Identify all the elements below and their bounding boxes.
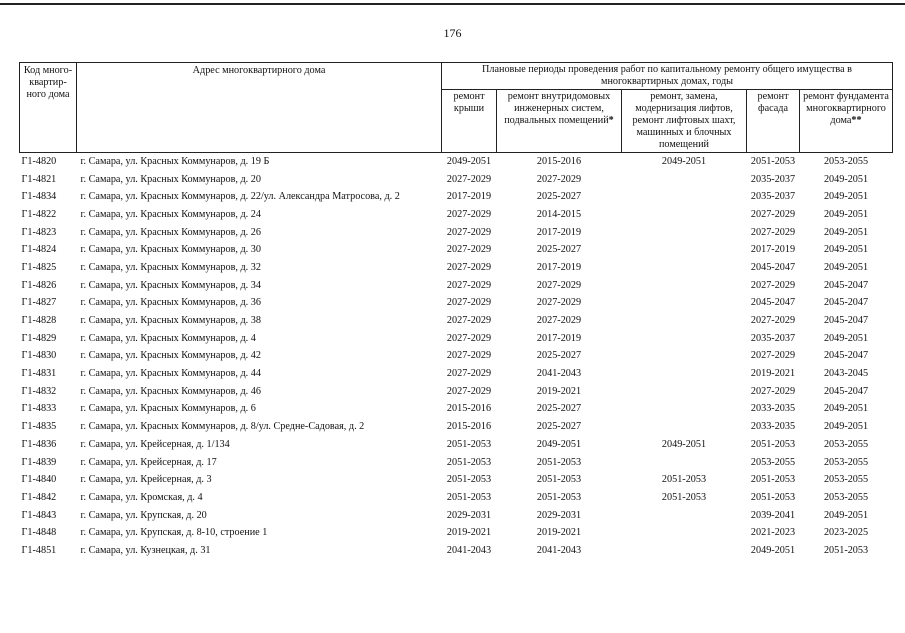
cell-lifts xyxy=(622,188,747,206)
cell-foundation: 2049-2051 xyxy=(823,191,869,203)
table-row xyxy=(20,206,893,224)
cell-facade: 2051-2053 xyxy=(750,438,796,450)
cell-address: г. Самара, ул. Крейсерная, д. 1/134 xyxy=(80,438,230,450)
table-row xyxy=(20,507,893,525)
table-row xyxy=(20,542,893,560)
cell-foundation: 2053-2055 xyxy=(823,491,869,503)
cell-address: г. Самара, ул. Крейсерная, д. 17 xyxy=(80,456,217,468)
cell-roof: 2027-2029 xyxy=(446,368,492,380)
cell-facade: 2049-2051 xyxy=(750,544,796,556)
cell-code: Г1-4851 xyxy=(21,544,57,556)
table-row xyxy=(20,312,893,330)
cell-address: г. Самара, ул. Красных Коммунаров, д. 22/ул. Александра Матросова, д. 2 xyxy=(80,191,400,203)
cell-systems: 2025-2027 xyxy=(536,244,582,256)
cell-facade: 2027-2029 xyxy=(750,385,796,397)
table-row xyxy=(20,383,893,401)
table-row xyxy=(20,330,893,348)
cell-address: г. Самара, ул. Кромская, д. 4 xyxy=(80,491,203,503)
cell-lifts xyxy=(622,259,747,277)
cell-systems: 2025-2027 xyxy=(536,421,582,433)
cell-lifts: 2051-2053 xyxy=(661,474,707,486)
cell-code: Г1-4843 xyxy=(21,509,57,521)
cell-foundation: 2045-2047 xyxy=(823,385,869,397)
capital-repair-table xyxy=(19,62,893,560)
cell-lifts xyxy=(622,206,747,224)
cell-roof: 2049-2051 xyxy=(442,153,497,171)
header-lifts: ремонт, замена, модернизация лифтов, ремонт лифтовых шахт, машинных и блочных помещений xyxy=(622,90,747,153)
cell-address: г. Самара, ул. Красных Коммунаров, д. 42 xyxy=(80,350,261,362)
cell-roof: 2051-2053 xyxy=(446,474,492,486)
cell-address: г. Самара, ул. Красных Коммунаров, д. 8/ул. Средне-Садовая, д. 2 xyxy=(80,421,365,433)
cell-address: г. Самара, ул. Красных Коммунаров, д. 4 xyxy=(80,332,256,344)
cell-lifts xyxy=(622,295,747,313)
cell-foundation: 2045-2047 xyxy=(823,315,869,327)
cell-facade: 2051-2053 xyxy=(750,491,796,503)
cell-lifts: 2049-2051 xyxy=(661,438,707,450)
cell-code: Г1-4822 xyxy=(21,208,57,220)
cell-foundation: 2049-2051 xyxy=(823,403,869,415)
header-code: Код много-квартир-ного дома xyxy=(20,63,77,153)
cell-foundation: 2043-2045 xyxy=(823,368,869,380)
cell-lifts: 2049-2051 xyxy=(622,153,747,171)
cell-lifts xyxy=(622,507,747,525)
cell-address: г. Самара, ул. Красных Коммунаров, д. 26 xyxy=(80,226,261,238)
cell-address: г. Самара, ул. Красных Коммунаров, д. 30 xyxy=(80,244,261,256)
cell-facade: 2027-2029 xyxy=(750,226,796,238)
cell-systems: 2041-2043 xyxy=(536,368,582,380)
cell-facade: 2021-2023 xyxy=(750,527,796,539)
cell-code: Г1-4827 xyxy=(21,297,57,309)
cell-code: Г1-4834 xyxy=(21,191,57,203)
cell-facade: 2045-2047 xyxy=(750,261,796,273)
table-row xyxy=(20,171,893,189)
cell-facade: 2033-2035 xyxy=(750,421,796,433)
cell-code: Г1-4821 xyxy=(21,173,57,185)
header-facade: ремонт фасада xyxy=(747,90,800,153)
table-row xyxy=(20,188,893,206)
cell-foundation: 2045-2047 xyxy=(823,350,869,362)
table-row xyxy=(20,454,893,472)
cell-code: Г1-4823 xyxy=(21,226,57,238)
cell-foundation: 2023-2025 xyxy=(823,527,869,539)
cell-facade: 2045-2047 xyxy=(750,297,796,309)
cell-code: Г1-4840 xyxy=(21,474,57,486)
cell-code: Г1-4842 xyxy=(21,491,57,503)
cell-roof: 2027-2029 xyxy=(446,173,492,185)
header-roof: ремонт крыши xyxy=(442,90,497,153)
cell-address: г. Самара, ул. Красных Коммунаров, д. 6 xyxy=(80,403,256,415)
cell-roof: 2027-2029 xyxy=(446,279,492,291)
cell-roof: 2027-2029 xyxy=(446,297,492,309)
table-row xyxy=(20,365,893,383)
cell-code: Г1-4836 xyxy=(21,438,57,450)
cell-address: г. Самара, ул. Крейсерная, д. 3 xyxy=(80,474,212,486)
cell-address: г. Самара, ул. Красных Коммунаров, д. 24 xyxy=(80,208,261,220)
cell-foundation: 2053-2055 xyxy=(823,456,869,468)
cell-systems: 2017-2019 xyxy=(536,261,582,273)
table-row xyxy=(20,401,893,419)
cell-lifts xyxy=(622,454,747,472)
cell-roof: 2051-2053 xyxy=(446,491,492,503)
cell-lifts xyxy=(622,224,747,242)
cell-roof: 2027-2029 xyxy=(446,261,492,273)
cell-facade: 2051-2053 xyxy=(750,474,796,486)
cell-foundation: 2053-2055 xyxy=(800,153,893,171)
header-foundation: ремонт фундамента многоквартирного дома** xyxy=(800,90,893,153)
cell-lifts xyxy=(622,312,747,330)
cell-foundation: 2049-2051 xyxy=(823,226,869,238)
page-number: 176 xyxy=(443,26,462,40)
cell-roof: 2019-2021 xyxy=(446,527,492,539)
cell-foundation: 2045-2047 xyxy=(823,279,869,291)
cell-facade: 2027-2029 xyxy=(750,350,796,362)
cell-systems: 2027-2029 xyxy=(536,297,582,309)
cell-foundation: 2045-2047 xyxy=(823,297,869,309)
cell-address: г. Самара, ул. Красных Коммунаров, д. 44 xyxy=(80,368,261,380)
cell-lifts xyxy=(622,418,747,436)
cell-roof: 2015-2016 xyxy=(446,403,492,415)
table-row xyxy=(20,241,893,259)
cell-roof: 2027-2029 xyxy=(446,332,492,344)
cell-systems: 2051-2053 xyxy=(536,456,582,468)
cell-code: Г1-4820 xyxy=(20,153,77,171)
cell-foundation: 2053-2055 xyxy=(823,474,869,486)
cell-facade: 2039-2041 xyxy=(750,509,796,521)
cell-systems: 2015-2016 xyxy=(497,153,622,171)
table-row xyxy=(20,295,893,313)
cell-roof: 2027-2029 xyxy=(446,244,492,256)
cell-lifts xyxy=(622,524,747,542)
table-row xyxy=(20,418,893,436)
cell-code: Г1-4828 xyxy=(21,315,57,327)
cell-facade: 2027-2029 xyxy=(750,208,796,220)
top-rule xyxy=(0,3,905,5)
cell-code: Г1-4826 xyxy=(21,279,57,291)
cell-systems: 2027-2029 xyxy=(536,315,582,327)
cell-foundation: 2049-2051 xyxy=(823,509,869,521)
table-row xyxy=(20,348,893,366)
cell-address: г. Самара, ул. Красных Коммунаров, д. 34 xyxy=(80,279,261,291)
cell-systems: 2017-2019 xyxy=(536,226,582,238)
cell-code: Г1-4824 xyxy=(21,244,57,256)
cell-code: Г1-4832 xyxy=(21,385,57,397)
cell-facade: 2035-2037 xyxy=(750,191,796,203)
table-row xyxy=(20,153,893,171)
cell-address: г. Самара, ул. Красных Коммунаров, д. 38 xyxy=(80,315,261,327)
header-periods: Плановые периоды проведения работ по капитальному ремонту общего имущества в многоквартирных домах, годы xyxy=(442,63,893,90)
cell-systems: 2025-2027 xyxy=(536,403,582,415)
cell-address: г. Самара, ул. Кузнецкая, д. 31 xyxy=(80,544,211,556)
cell-systems: 2051-2053 xyxy=(536,474,582,486)
cell-systems: 2014-2015 xyxy=(536,208,582,220)
cell-systems: 2029-2031 xyxy=(536,509,582,521)
cell-address: г. Самара, ул. Крупская, д. 20 xyxy=(80,509,207,521)
cell-roof: 2051-2053 xyxy=(446,438,492,450)
cell-code: Г1-4829 xyxy=(21,332,57,344)
cell-facade: 2035-2037 xyxy=(750,332,796,344)
cell-foundation: 2049-2051 xyxy=(823,421,869,433)
cell-roof: 2017-2019 xyxy=(446,191,492,203)
cell-foundation: 2053-2055 xyxy=(823,438,869,450)
table-row xyxy=(20,524,893,542)
cell-code: Г1-4835 xyxy=(21,421,57,433)
cell-address: г. Самара, ул. Красных Коммунаров, д. 46 xyxy=(80,385,261,397)
table-row xyxy=(20,489,893,507)
cell-lifts xyxy=(622,383,747,401)
cell-lifts xyxy=(622,542,747,560)
cell-roof: 2027-2029 xyxy=(446,315,492,327)
cell-lifts: 2051-2053 xyxy=(661,491,707,503)
cell-systems: 2017-2019 xyxy=(536,332,582,344)
table-body xyxy=(20,153,893,560)
cell-facade: 2017-2019 xyxy=(750,244,796,256)
table-row xyxy=(20,436,893,454)
cell-systems: 2027-2029 xyxy=(536,173,582,185)
cell-facade: 2051-2053 xyxy=(747,153,800,171)
cell-code: Г1-4830 xyxy=(21,350,57,362)
cell-code: Г1-4848 xyxy=(21,527,57,539)
cell-foundation: 2049-2051 xyxy=(823,173,869,185)
cell-roof: 2027-2029 xyxy=(446,226,492,238)
cell-address: г. Самара, ул. Красных Коммунаров, д. 36 xyxy=(80,297,261,309)
header-systems: ремонт внутридомовых инженерных систем, подвальных помещений* xyxy=(497,90,622,153)
table-row xyxy=(20,277,893,295)
cell-lifts xyxy=(622,365,747,383)
cell-roof: 2041-2043 xyxy=(446,544,492,556)
cell-systems: 2027-2029 xyxy=(536,279,582,291)
cell-code: Г1-4839 xyxy=(21,456,57,468)
cell-foundation: 2051-2053 xyxy=(823,544,869,556)
cell-lifts xyxy=(622,241,747,259)
cell-roof: 2051-2053 xyxy=(446,456,492,468)
cell-facade: 2033-2035 xyxy=(750,403,796,415)
cell-facade: 2053-2055 xyxy=(750,456,796,468)
cell-roof: 2015-2016 xyxy=(446,421,492,433)
cell-code: Г1-4825 xyxy=(21,261,57,273)
cell-roof: 2029-2031 xyxy=(446,509,492,521)
table-row xyxy=(20,259,893,277)
table-row xyxy=(20,224,893,242)
header-address: Адрес многоквартирного дома xyxy=(77,63,442,153)
cell-lifts xyxy=(622,277,747,295)
cell-foundation: 2049-2051 xyxy=(823,261,869,273)
cell-lifts xyxy=(622,171,747,189)
cell-roof: 2027-2029 xyxy=(446,208,492,220)
cell-address: г. Самара, ул. Красных Коммунаров, д. 32 xyxy=(80,261,261,273)
cell-facade: 2027-2029 xyxy=(750,315,796,327)
cell-foundation: 2049-2051 xyxy=(823,208,869,220)
cell-systems: 2025-2027 xyxy=(536,350,582,362)
cell-lifts xyxy=(622,330,747,348)
cell-foundation: 2049-2051 xyxy=(823,244,869,256)
cell-systems: 2051-2053 xyxy=(536,491,582,503)
cell-systems: 2019-2021 xyxy=(536,527,582,539)
cell-roof: 2027-2029 xyxy=(446,350,492,362)
cell-facade: 2019-2021 xyxy=(750,368,796,380)
cell-systems: 2041-2043 xyxy=(536,544,582,556)
cell-code: Г1-4833 xyxy=(21,403,57,415)
table-row xyxy=(20,471,893,489)
cell-facade: 2027-2029 xyxy=(750,279,796,291)
cell-lifts xyxy=(622,401,747,419)
cell-lifts xyxy=(622,348,747,366)
cell-foundation: 2049-2051 xyxy=(823,332,869,344)
cell-address: г. Самара, ул. Крупская, д. 8-10, строение 1 xyxy=(80,527,268,539)
cell-address: г. Самара, ул. Красных Коммунаров, д. 19 Б xyxy=(77,153,442,171)
cell-facade: 2035-2037 xyxy=(750,173,796,185)
cell-systems: 2049-2051 xyxy=(536,438,582,450)
cell-systems: 2025-2027 xyxy=(536,191,582,203)
cell-code: Г1-4831 xyxy=(21,368,57,380)
cell-systems: 2019-2021 xyxy=(536,385,582,397)
cell-address: г. Самара, ул. Красных Коммунаров, д. 20 xyxy=(80,173,261,185)
cell-roof: 2027-2029 xyxy=(446,385,492,397)
